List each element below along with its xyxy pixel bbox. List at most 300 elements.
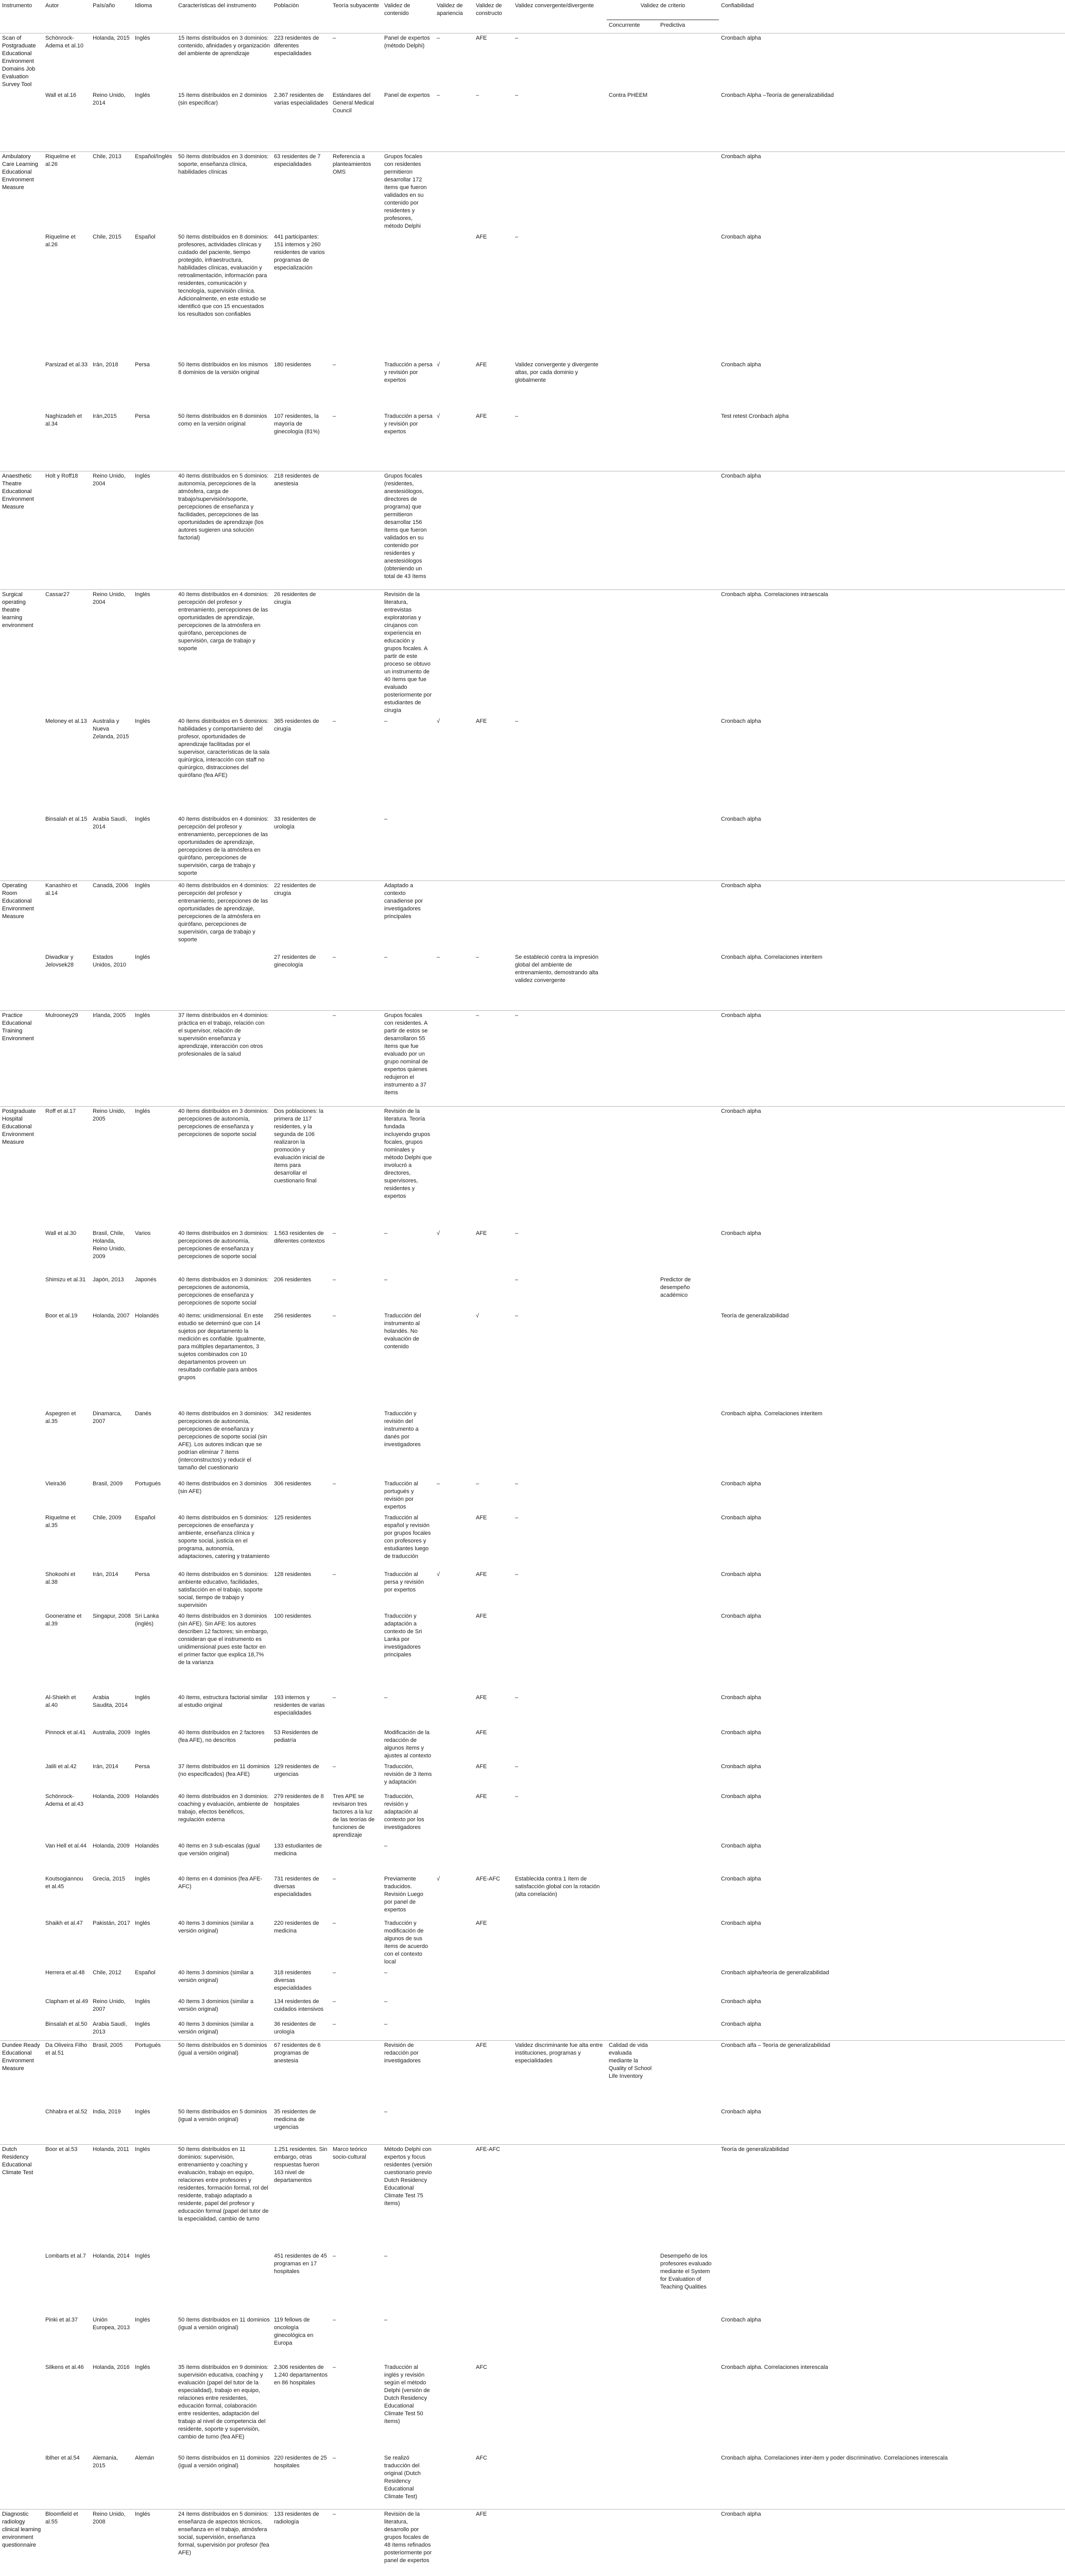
cell-country-year: Reino Unido, 2007: [93, 1998, 126, 2012]
cell-population: 100 residentes: [274, 1613, 312, 1619]
cell-instrument: [0, 1513, 43, 1570]
cell-theory: –: [331, 2509, 382, 2572]
table-row: [0, 91, 1065, 151]
cell-author: Koutsogiannou et al.45: [45, 1876, 83, 1890]
cell-population: 220 residentes de medicina: [274, 1920, 319, 1934]
cell-face-validity: √: [437, 1876, 440, 1882]
cell-country-year: Reino Unido, 2004: [91, 471, 133, 590]
cell-population: 2.367 residentes de varias especialidades: [274, 92, 329, 106]
cell-language: Inglés: [135, 954, 150, 960]
cell-language: Portugués: [133, 2040, 176, 2107]
cell-construct-validity: –: [476, 1481, 479, 1487]
table-row: [0, 1106, 1065, 1229]
cell-construct-validity: [474, 1106, 513, 1229]
cell-country-year: Canadá, 2006: [91, 880, 133, 953]
cell-characteristics: 40 ítems en 3 sub-escalas (igual que versión original): [178, 1843, 260, 1857]
cell-author: Pinnock et al.41: [45, 1730, 86, 1736]
cell-country-year: Holanda, 2009: [93, 1793, 130, 1800]
col-caracteristicas: Características del instrumento: [178, 3, 256, 9]
cell-characteristics: 40 ítems distribuidos en 3 dominios: percepciones de autonomía, percepciones de enseñanza y percepciones de soporte social: [178, 1230, 269, 1260]
cell-population: 26 residentes de cirugía: [272, 590, 331, 717]
cell-predictive-validity: [658, 1919, 719, 1968]
cell-convergent-validity: [513, 1728, 607, 1762]
cell-author: Kanashiro et al.14: [43, 880, 91, 953]
cell-face-validity: [435, 1841, 474, 1874]
cell-author: Al-Shiekh et al.40: [45, 1694, 76, 1708]
cell-author: Bloomfield et al.55: [43, 2509, 91, 2572]
cell-construct-validity: AFE: [476, 1230, 487, 1236]
cell-characteristics: 50 ítems distribuidos en 11 dominios (igual a versión original): [178, 2317, 270, 2331]
cell-reliability: Cronbach alpha: [721, 1764, 761, 1770]
cell-concurrent-validity: Calidad de vida evaluada mediante la Quality of School Life Inventory: [607, 2040, 658, 2107]
cell-population: 53 Residentes de pediatría: [274, 1730, 318, 1743]
cell-construct-validity: AFE: [476, 1730, 487, 1736]
cell-concurrent-validity: [607, 1693, 658, 1728]
cell-concurrent-validity: [607, 1479, 658, 1513]
cell-reliability: Cronbach alpha: [721, 2317, 761, 2323]
cell-instrument: [0, 1728, 43, 1762]
table-row: [0, 1874, 1065, 1919]
cell-author: Boor et al.19: [45, 1313, 78, 1319]
cell-reliability: Cronbach alpha: [719, 33, 1065, 91]
cell-predictive-validity: [658, 880, 719, 953]
cell-characteristics: 24 ítems distribuidos en 5 dominios: enseñanza de aspectos técnicos, enseñanza en el trabajo, atmósfera social, supervisión, enseñanza formal, supervisión por profesor (fea AFE): [176, 2509, 272, 2572]
cell-language: Japonés: [135, 1277, 157, 1283]
cell-characteristics: 50 ítems distribuidos en 8 dominios: profesores, actividades clínicas y cuidado del paciente, tiempo protegido, infraestructura, habilidades clínicas, evaluación y retroalimentación, información para residentes, comunicación y tecnología, supervisión clínica. Adicionalmente, en este estudio se identificó que con 15 encuestados los resultados son confiables: [178, 233, 269, 317]
cell-theory: –: [333, 1970, 336, 1976]
cell-predictive-validity: [658, 471, 719, 590]
cell-language: Inglés: [133, 1106, 176, 1229]
cell-concurrent-validity: [607, 2315, 658, 2363]
cell-country-year: Arabia Saudí, 2014: [93, 816, 127, 830]
cell-characteristics: 40 ítems distribuidos en 4 dominios: percepción del profesor y entrenamiento, percepciones de las oportunidades de aprendizaje, percepciones de la atmósfera en quirófano, percepciones de supervisión, carga de trabajo y soporte: [176, 590, 272, 717]
cell-population: Dos poblaciones: la primera de 117 residentes, y la segunda de 106 realizaron la promoción y evaluación inicial de ítems para desarrollar el cuestionario final: [272, 1106, 331, 1229]
cell-instrument: Dutch Residency Educational Climate Test: [0, 2144, 43, 2251]
cell-instrument: [0, 2453, 43, 2509]
cell-population: 67 residentes de 6 programas de anestesia: [272, 2040, 331, 2107]
cell-reliability: Teoría de generalizabilidad: [719, 2144, 1065, 2251]
cell-construct-validity: AFE: [474, 2040, 513, 2107]
cell-face-validity: [435, 2107, 474, 2144]
cell-language: Varios: [135, 1230, 151, 1236]
table-row: [0, 1570, 1065, 1612]
cell-author: Roff et al.17: [43, 1106, 91, 1229]
cell-concurrent-validity: [607, 2251, 658, 2315]
cell-construct-validity: [474, 2020, 513, 2040]
cell-instrument: [0, 1275, 43, 1311]
cell-construct-validity: [474, 1997, 513, 2020]
cell-instrument: [0, 1570, 43, 1612]
cell-characteristics: 40 ítems distribuidos en 5 dominios: ambiente educativo, facilidades, satisfacción en el trabajo, soporte social, tiempo de trabajo y supervisión: [178, 1571, 269, 1608]
cell-characteristics: 40 ítems 3 dominios (similar a versión original): [178, 1970, 254, 1984]
cell-author: Jalili et al.42: [45, 1764, 77, 1770]
cell-population: 223 residentes de diferentes especialidades: [272, 33, 331, 91]
cell-country-year: Dinamarca, 2007: [93, 1411, 122, 1425]
cell-characteristics: 50 ítems distribuidos en 5 dominios (igual a versión original): [178, 2109, 267, 2123]
cell-predictive-validity: [658, 1409, 719, 1479]
cell-language: Español: [135, 1515, 156, 1521]
cell-population: 63 residentes de 7 especialidades: [272, 151, 331, 232]
cell-author: Diwadkar y Jelovsek28: [45, 954, 74, 968]
cell-content-validity: –: [384, 2021, 388, 2027]
col-teoria: Teoría subyacente: [333, 3, 379, 9]
cell-instrument: [0, 717, 43, 815]
col-autor: Autor: [45, 3, 59, 9]
cell-characteristics: 40 ítems distribuidos en 3 dominios (sin AFE). Sin AFE: los autores describen 12 factores; sin embargo, consideran que el instrumento es unidimensional pues este factor en el primer factor que explica 18,7% de la varianza: [178, 1613, 268, 1666]
cell-theory: –: [333, 2253, 336, 2259]
cell-country-year: Irán, 2014: [93, 1571, 118, 1578]
cell-theory: –: [333, 2021, 336, 2027]
cell-population: 306 residentes: [274, 1481, 312, 1487]
cell-predictive-validity: [658, 1728, 719, 1762]
cell-face-validity: [435, 151, 474, 232]
cell-reliability: Cronbach alpha: [719, 151, 1065, 232]
cell-concurrent-validity: Contra PHEEM: [609, 92, 648, 98]
col-instrumento: Instrumento: [2, 3, 32, 9]
cell-reliability: Cronbach alpha: [721, 816, 761, 822]
cell-population: 129 residentes de urgencias: [274, 1764, 319, 1777]
cell-characteristics: 37 ítems distribuidos en 11 dominios (no especificados) (fea AFE): [178, 1764, 270, 1777]
cell-content-validity: –: [384, 2317, 388, 2323]
table-row: [0, 815, 1065, 880]
cell-author: Boor et al.53: [43, 2144, 91, 2251]
cell-convergent-validity: [513, 2315, 607, 2363]
cell-reliability: Cronbach alpha: [721, 1230, 761, 1236]
cell-convergent-validity: –: [513, 1010, 607, 1106]
cell-characteristics: [176, 2251, 272, 2315]
cell-concurrent-validity: [607, 1275, 658, 1311]
cell-language: Inglés: [135, 1876, 150, 1882]
cell-theory: –: [331, 1010, 382, 1106]
cell-reliability: Cronbach alpha: [721, 1481, 761, 1487]
cell-predictive-validity: [658, 1968, 719, 1997]
cell-author: Da Oliveira Filho et al.51: [43, 2040, 91, 2107]
cell-author: Iblher et al.54: [45, 2455, 80, 2461]
cell-content-validity: –: [384, 954, 388, 960]
cell-construct-validity: [474, 590, 513, 717]
cell-content-validity: –: [384, 816, 388, 822]
cell-predictive-validity: [658, 33, 719, 91]
table-body: [0, 33, 1065, 2572]
cell-face-validity: –: [437, 954, 440, 960]
table-row: [0, 151, 1065, 232]
cell-country-year: Irlanda, 2005: [91, 1010, 133, 1106]
cell-content-validity: Grupos focales con residentes. A partir de estos se desarrollaron 55 ítems que fue evaluado por un grupo nominal de expertos quienes redujeron el instrumento a 37 ítems: [382, 1010, 435, 1106]
cell-reliability: Cronbach alpha: [721, 361, 761, 368]
cell-convergent-validity: [513, 880, 607, 953]
cell-construct-validity: –: [474, 1010, 513, 1106]
cell-author: Riquelme et al.26: [45, 233, 76, 248]
cell-characteristics: [176, 953, 272, 1010]
cell-concurrent-validity: [607, 2144, 658, 2251]
table-row: [0, 2315, 1065, 2363]
cell-country-year: Brasil, Chile, Holanda, Reino Unido, 2009: [93, 1230, 126, 1260]
cell-content-validity: Revisión de la literatura, desarrollo por grupos focales de 48 ítems refinados posteriormente por panel de expertos: [382, 2509, 435, 2572]
cell-concurrent-validity: [607, 1311, 658, 1409]
cell-content-validity: Revisión de redacción por investigadores: [382, 2040, 435, 2107]
cell-theory: [331, 2107, 382, 2144]
cell-country-year: Chile, 2015: [93, 233, 122, 240]
cell-characteristics: 40 ítems distribuidos en 5 dominios: habilidades y comportamiento del profesor, oportunidades de aprendizaje facilitadas por el supervisor, características de la sala quirúrgica, interacción con staff no quirúrgico, distracciones del quirófano (fea AFE): [178, 718, 270, 778]
cell-theory: –: [331, 33, 382, 91]
cell-population: 33 residentes de urología: [274, 816, 316, 830]
cell-language: Inglés: [135, 2253, 150, 2259]
cell-face-validity: [435, 1968, 474, 1997]
cell-reliability: Cronbach alpha: [721, 1613, 761, 1619]
cell-theory: [331, 880, 382, 953]
table-row: [0, 2144, 1065, 2251]
cell-concurrent-validity: [607, 1010, 658, 1106]
cell-reliability: Cronbach alpha. Correlaciones interitem: [721, 954, 822, 960]
cell-author: Chhabra et al.52: [45, 2109, 88, 2115]
cell-concurrent-validity: [607, 953, 658, 1010]
cell-instrument: Anaesthetic Theatre Educational Environment Measure: [0, 471, 43, 590]
cell-theory: [331, 471, 382, 590]
cell-language: Inglés: [135, 2109, 150, 2115]
cell-reliability: Cronbach alpha: [721, 718, 761, 724]
cell-language: Inglés: [135, 92, 150, 98]
cell-author: Binsalah et al.15: [45, 816, 88, 822]
cell-theory: [331, 590, 382, 717]
cell-language: Danés: [135, 1411, 151, 1417]
cell-author: Naghizadeh et al.34: [45, 413, 82, 427]
table-row: [0, 1479, 1065, 1513]
cell-convergent-validity: [513, 1968, 607, 1997]
cell-language: Inglés: [135, 816, 150, 822]
cell-convergent-validity: –: [515, 1230, 519, 1236]
cell-concurrent-validity: [607, 1409, 658, 1479]
cell-predictive-validity: [658, 953, 719, 1010]
cell-reliability: Cronbach alpha: [721, 1793, 761, 1800]
cell-instrument: [0, 815, 43, 880]
cell-convergent-validity: [513, 815, 607, 880]
cell-country-year: Irán,2015: [93, 413, 117, 419]
cell-construct-validity: [474, 815, 513, 880]
cell-theory: –: [333, 1764, 336, 1770]
col-validez-contenido: Validez de contenido: [384, 3, 410, 16]
table-row: [0, 2363, 1065, 2453]
cell-author: Mulrooney29: [43, 1010, 91, 1106]
table-row: [0, 1841, 1065, 1874]
cell-characteristics: 40 ítems 3 dominios (similar a versión original): [178, 1998, 254, 2012]
cell-population: 27 residentes de ginecología: [274, 954, 316, 968]
cell-concurrent-validity: [607, 1968, 658, 1997]
cell-face-validity: [435, 2020, 474, 2040]
cell-content-validity: Revisión de la literatura. Teoría fundada incluyendo grupos focales, grupos nominales y método Delphi que involucró a directores, supervisores, residentes y expertos: [382, 1106, 435, 1229]
cell-concurrent-validity: [607, 471, 658, 590]
cell-face-validity: √: [437, 361, 440, 368]
cell-predictive-validity: [658, 2144, 719, 2251]
cell-language: Inglés: [133, 471, 176, 590]
cell-concurrent-validity: [607, 412, 658, 471]
cell-face-validity: –: [437, 92, 440, 98]
cell-face-validity: [435, 2144, 474, 2251]
cell-population: 22 residentes de cirugía: [272, 880, 331, 953]
cell-convergent-validity: –: [515, 92, 519, 98]
cell-predictive-validity: [658, 232, 719, 360]
cell-face-validity: [435, 1409, 474, 1479]
cell-population: 180 residentes: [274, 361, 312, 368]
cell-characteristics: 40 ítems distribuidos en 5 dominios: percepciones de enseñanza y ambiente, enseñanza clínica y soporte social, justicia en el programa, autonomía, adaptaciones, catering y tratamiento: [178, 1515, 270, 1560]
table-row: [0, 1792, 1065, 1841]
cell-population: 342 residentes: [274, 1411, 312, 1417]
cell-reliability: Cronbach alpha: [721, 2021, 761, 2027]
col-idioma: Idioma: [135, 3, 152, 9]
cell-construct-validity: [474, 2315, 513, 2363]
cell-construct-validity: AFE-AFC: [476, 1876, 501, 1882]
cell-face-validity: [435, 880, 474, 953]
cell-theory: –: [333, 1694, 336, 1701]
cell-predictive-validity: [658, 151, 719, 232]
cell-predictive-validity: [658, 1762, 719, 1792]
table-row: [0, 2453, 1065, 2509]
cell-convergent-validity: –: [515, 718, 519, 724]
cell-predictive-validity: Predictor de desempeño académico: [660, 1277, 691, 1298]
cell-country-year: Reino Unido, 2005: [91, 1106, 133, 1229]
cell-country-year: Estados Unidos, 2010: [93, 954, 126, 968]
cell-characteristics: 40 ítems distribuidos en 4 dominios: percepción del profesor y entrenamiento, percepciones de las oportunidades de aprendizaje, percepciones de la atmósfera en quirófano, percepciones de supervisión, carga de trabajo y soporte: [176, 880, 272, 953]
table-row: [0, 1997, 1065, 2020]
cell-convergent-validity: –: [515, 413, 519, 419]
table-row: [0, 2107, 1065, 2144]
cell-content-validity: Método Delphi con expertos y focus residentes (versión cuestionario previo Dutch Residency Educational Climate Test 75 ítems): [382, 2144, 435, 2251]
cell-face-validity: –: [437, 1481, 440, 1487]
cell-concurrent-validity: [607, 1919, 658, 1968]
cell-face-validity: [435, 2315, 474, 2363]
cell-characteristics: 35 ítems distribuidos en 9 dominios: supervisión educativa, coaching y evaluación (papel del tutor de la especialidad), trabajo en equipo, relaciones entre residentes, educación formal, colaboración entre residentes, adaptación del trabajo al nivel de competencia del residente, soporte y supervisión, cambio de turno (fea AFE): [178, 2364, 269, 2440]
cell-predictive-validity: [658, 1479, 719, 1513]
cell-characteristics: 50 ítems distribuidos en 5 dominios (igual a versión original): [176, 2040, 272, 2107]
col-validez-apariencia: Validez de apariencia: [437, 3, 463, 16]
cell-construct-validity: [474, 2251, 513, 2315]
cell-author: Wall et al.30: [45, 1230, 77, 1236]
cell-theory: –: [333, 1230, 336, 1236]
cell-country-year: Alemania, 2015: [93, 2455, 118, 2469]
cell-predictive-validity: [658, 2107, 719, 2144]
cell-instrument: Scan of Postgraduate Educational Environment Domains Job Evaluation Survey Tool: [0, 33, 43, 91]
cell-characteristics: 40 ítems distribuidos en 3 dominios: coaching y evaluación, ambiente de trabajo, efectos benéficos, regulación externa: [178, 1793, 269, 1823]
cell-instrument: Ambulatory Care Learning Educational Environment Measure: [0, 151, 43, 232]
cell-face-validity: √: [437, 718, 440, 724]
cell-convergent-validity: –: [515, 233, 519, 240]
cell-country-year: Chile, 2012: [93, 1970, 122, 1976]
cell-theory: –: [333, 2455, 336, 2461]
cell-convergent-validity: Establecida contra 1 ítem de satisfacción global con la rotación (alta correlación): [515, 1876, 600, 1897]
cell-construct-validity: AFE: [476, 1571, 487, 1578]
cell-face-validity: [435, 1762, 474, 1792]
cell-convergent-validity: –: [515, 1313, 519, 1319]
table-row: [0, 1010, 1065, 1106]
table-row: [0, 1229, 1065, 1275]
cell-content-validity: Previamente traducidos. Revisión Luego por panel de expertos: [384, 1876, 423, 1913]
cell-reliability: Test retest Cronbach alpha: [721, 413, 789, 419]
cell-convergent-validity: [513, 1409, 607, 1479]
cell-convergent-validity: [513, 2363, 607, 2453]
cell-content-validity: [382, 232, 435, 360]
cell-concurrent-validity: [607, 2107, 658, 2144]
cell-reliability: Cronbach alpha: [721, 1998, 761, 2005]
cell-convergent-validity: [513, 2020, 607, 2040]
cell-content-validity: –: [384, 1694, 388, 1701]
cell-predictive-validity: [658, 1997, 719, 2020]
table-row: [0, 33, 1065, 91]
cell-theory: –: [333, 1571, 336, 1578]
cell-content-validity: –: [384, 1843, 388, 1849]
cell-construct-validity: –: [476, 954, 479, 960]
col-poblacion: Población: [274, 3, 299, 9]
cell-characteristics: 50 ítems distribuidos en 3 dominios: soporte, enseñanza clínica, habilidades clínicas: [176, 151, 272, 232]
table-row: [0, 717, 1065, 815]
cell-author: Shaikh et al.47: [45, 1920, 83, 1926]
cell-concurrent-validity: [607, 880, 658, 953]
cell-theory: Referencia a planteamientos OMS: [331, 151, 382, 232]
cell-country-year: Holanda, 2016: [93, 2364, 130, 2370]
cell-author: Pinki et al.37: [45, 2317, 78, 2323]
table-row: [0, 1728, 1065, 1762]
cell-content-validity: Traducción a persa y revisión por expertos: [384, 413, 433, 435]
cell-instrument: [0, 1479, 43, 1513]
cell-predictive-validity: [658, 1570, 719, 1612]
cell-theory: [331, 232, 382, 360]
cell-instrument: [0, 360, 43, 412]
cell-population: 1.563 residentes de diferentes contextos: [274, 1230, 325, 1244]
cell-characteristics: 50 ítems distribuidos en 8 dominios como en la versión original: [178, 413, 267, 427]
cell-language: Inglés: [135, 1694, 150, 1701]
cell-author: Gooneratne et al.39: [45, 1613, 82, 1627]
cell-construct-validity: [474, 880, 513, 953]
cell-construct-validity: AFC: [476, 2455, 487, 2461]
cell-construct-validity: AFE: [476, 1764, 487, 1770]
cell-language: Inglés: [133, 1010, 176, 1106]
cell-language: Sri Lanka (inglés): [135, 1613, 159, 1627]
cell-language: Español/Inglés: [133, 151, 176, 232]
table-row: [0, 2040, 1065, 2107]
cell-construct-validity: AFE: [476, 361, 487, 368]
cell-theory: –: [333, 718, 336, 724]
cell-content-validity: Traducción, revisión de 3 ítems y adaptación: [384, 1764, 432, 1785]
cell-theory: [331, 1409, 382, 1479]
cell-predictive-validity: [658, 91, 719, 151]
cell-language: Holandés: [135, 1313, 159, 1319]
cell-instrument: [0, 232, 43, 360]
cell-construct-validity: [474, 471, 513, 590]
cell-convergent-validity: [513, 1106, 607, 1229]
cell-reliability: [719, 1275, 1065, 1311]
table-row: [0, 232, 1065, 360]
table-row: [0, 2251, 1065, 2315]
cell-face-validity: –: [435, 33, 474, 91]
cell-instrument: Practice Educational Training Environment: [0, 1010, 43, 1106]
cell-convergent-validity: Validez convergente y divergente altas, por cada dominio y globalmente: [515, 361, 598, 383]
cell-construct-validity: –: [476, 92, 479, 98]
cell-predictive-validity: Desempeño de los profesores evaluado mediante el System for Evaluation of Teaching Qualities: [660, 2253, 712, 2290]
cell-reliability: Cronbach Alpha –Teoría de generalizabilidad: [721, 92, 834, 98]
cell-language: Inglés: [133, 880, 176, 953]
cell-convergent-validity: [513, 471, 607, 590]
cell-content-validity: Traducción y modificación de algunos de sus ítems de acuerdo con el contexto local: [384, 1920, 428, 1965]
cell-instrument: [0, 1311, 43, 1409]
cell-content-validity: Traducción a persa y revisión por expertos: [384, 361, 433, 383]
cell-predictive-validity: [658, 1874, 719, 1919]
cell-author: Meloney et al.13: [45, 718, 87, 724]
cell-instrument: [0, 1612, 43, 1693]
cell-instrument: Diagnostic radiology clinical learning environment questionnaire: [0, 2509, 43, 2572]
cell-characteristics: 40 ítems, estructura factorial similar al estudio original: [178, 1694, 268, 1708]
cell-content-validity: Panel de expertos: [384, 92, 430, 98]
cell-population: 220 residentes de 25 hospitales: [274, 2455, 327, 2469]
cell-characteristics: 50 ítems distribuidos en 11 dominios (igual a versión original): [178, 2455, 270, 2469]
cell-concurrent-validity: [607, 232, 658, 360]
